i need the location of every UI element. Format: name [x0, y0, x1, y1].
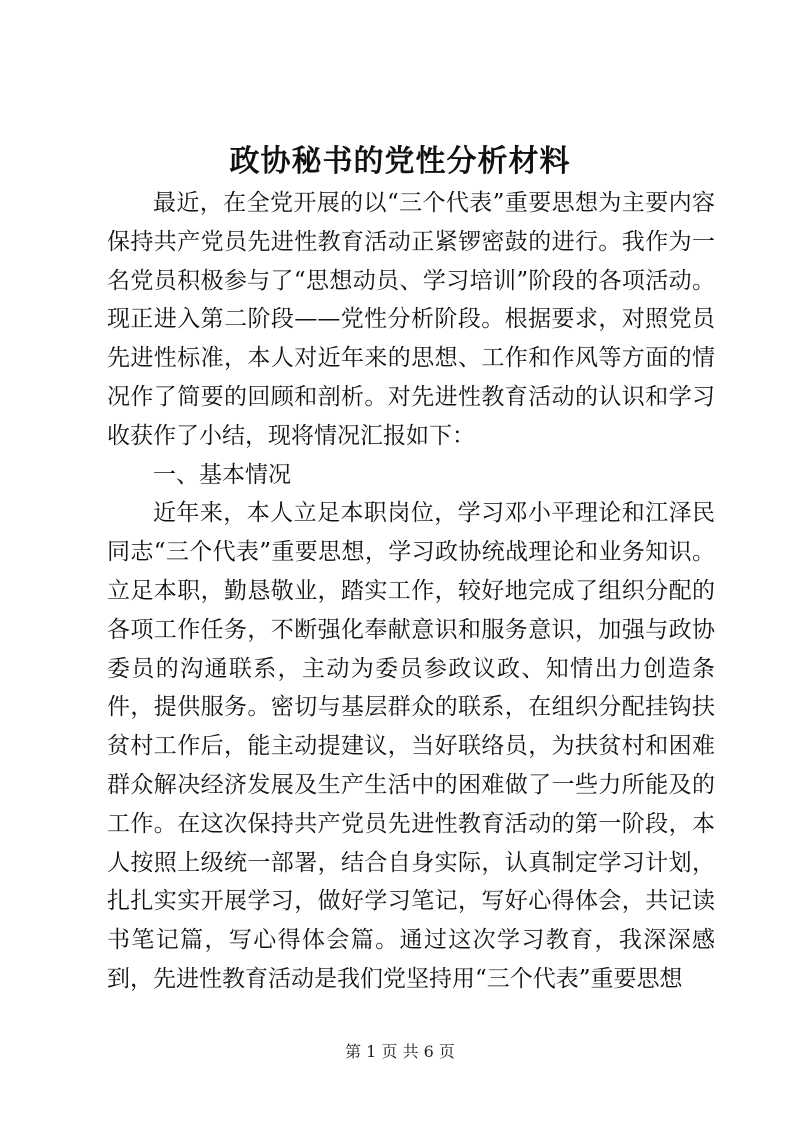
document-title: 政协秘书的党性分析材料 — [229, 144, 571, 179]
intro-paragraph: 最近，在全党开展的以“三个代表”重要思想为主要内容保持共产党员先进性教育活动正紧锣密鼓的进行。我作为一名党员积极参与了“思想动员、学习培训”阶段的各项活动。现正进入第二阶段——党性分析阶段。根据要求，对照党员先进性标准，本人对近年来的思想、工作和作风等方面的情况作了简要的回顾和剖析。对先进性教育活动的认识和学习收获作了小结，现将情况汇报如下： — [107, 190, 715, 449]
page-footer: 第 1 页 共 6 页 — [345, 1042, 455, 1061]
section-paragraph: 近年来，本人立足本职岗位，学习邓小平理论和江泽民同志“三个代表”重要思想，学习政协统战理论和业务知识。立足本职，勤恳敬业，踏实工作，较好地完成了组织分配的各项工作任务，不断强化奉献意识和服务意识，加强与政协委员的沟通联系，主动为委员参政议政、知情出力创造条件，提供服务。密切与基层群众的联系，在组织分配挂钩扶贫村工作后，能主动提建议，当好联络员，为扶贫村和困难群众解决经济发展及生产生活中的困难做了一些力所能及的工作。在这次保持共产党员先进性教育活动的第一阶段，本人按照上级统一部署，结合自身实际，认真制定学习计划，扎扎实实开展学习，做好学习笔记，写好心得体会，共记读书笔记篇，写心得体会篇。通过这次学习教育，我深深感到，先进性教育活动是我们党坚持用“三个代表”重要思想 — [107, 500, 715, 992]
section-heading: 一、基本情况 — [153, 461, 291, 488]
document-body — [107, 184, 715, 999]
